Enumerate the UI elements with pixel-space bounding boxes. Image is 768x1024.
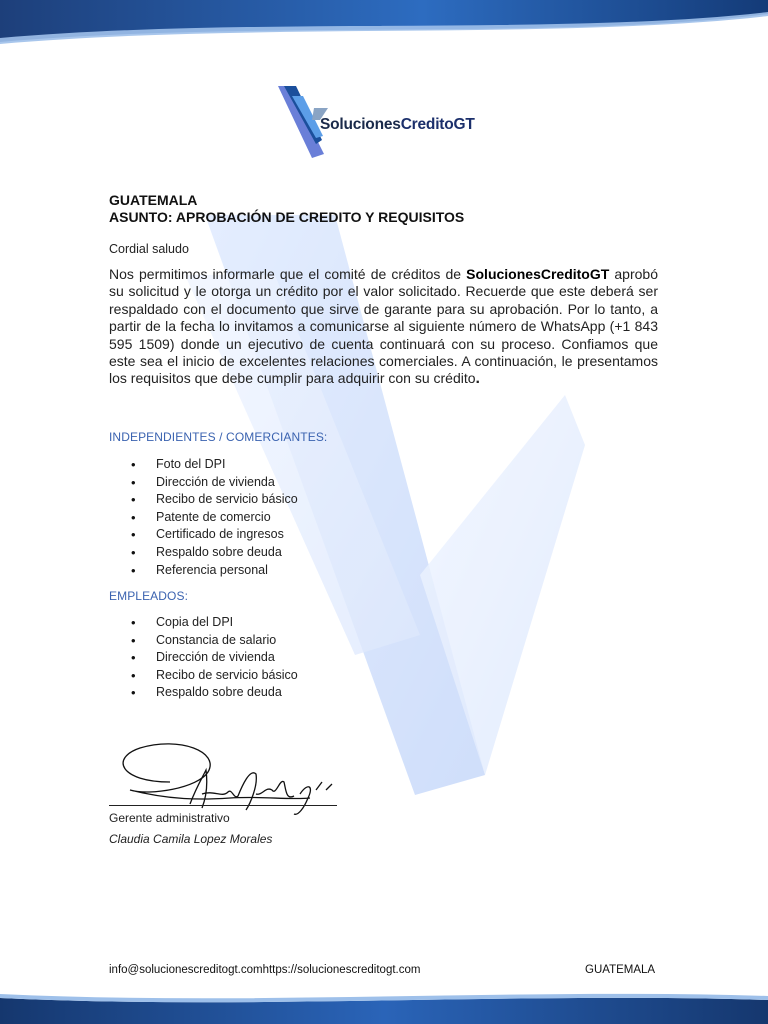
list-item: • Recibo de servicio básico	[109, 667, 298, 685]
list-item: • Recibo de servicio básico	[109, 491, 298, 509]
list-item: • Patente de comercio	[109, 509, 298, 527]
footer-contact: info@solucionescreditogt.comhttps://solucionescreditogt.com	[109, 964, 421, 976]
list-item: • Certificado de ingresos	[109, 526, 298, 544]
list-item: • Dirección de vivienda	[109, 474, 298, 492]
independientes-list	[109, 456, 298, 579]
letter-body: Nos permitimos informarle que el comité de créditos de SolucionesCreditoGT aprobó su solicitud y le otorga un crédito por el valor solicitado. Recuerde que este deberá ser respaldado con el documento que sirve de garante para su aprobación. Por lo tanto, a partir de la fecha lo invitamos a comunicarse al siguiente número de WhatsApp (+1 843 595 1509) donde un ejecutivo de cuenta continuará con su proceso. Confiamos que este sea el inicio de excelentes relaciones comerciales. A continuación, le presentamos los requisitos que debe cumplir para adquirir con su crédito.	[109, 266, 658, 388]
list-item: • Respaldo sobre deuda	[109, 684, 298, 702]
greeting: Cordial saludo	[109, 242, 189, 256]
signature-line	[109, 805, 337, 806]
signer-name: Claudia Camila Lopez Morales	[109, 832, 273, 846]
list-item: • Copia del DPI	[109, 614, 298, 632]
handwritten-signature	[110, 738, 340, 818]
signer-role: Gerente administrativo	[109, 811, 230, 825]
list-item: • Referencia personal	[109, 562, 298, 580]
list-item: • Foto del DPI	[109, 456, 298, 474]
list-item: • Dirección de vivienda	[109, 649, 298, 667]
letter-subject: ASUNTO: APROBACIÓN DE CREDITO Y REQUISITOS	[109, 209, 465, 225]
header-band	[0, 0, 768, 44]
brand-mention: SolucionesCreditoGT	[466, 266, 610, 282]
list-item: • Respaldo sobre deuda	[109, 544, 298, 562]
empleados-list	[109, 614, 298, 702]
section-empleados-title: EMPLEADOS:	[109, 589, 189, 603]
footer-country: GUATEMALA	[585, 964, 656, 976]
list-item: • Constancia de salario	[109, 632, 298, 650]
company-logo-text: SolucionesCreditoGT	[320, 116, 475, 133]
letter-location: GUATEMALA	[109, 192, 198, 208]
footer-band	[0, 992, 768, 1024]
section-independientes-title: INDEPENDIENTES / COMERCIANTES:	[109, 430, 328, 444]
